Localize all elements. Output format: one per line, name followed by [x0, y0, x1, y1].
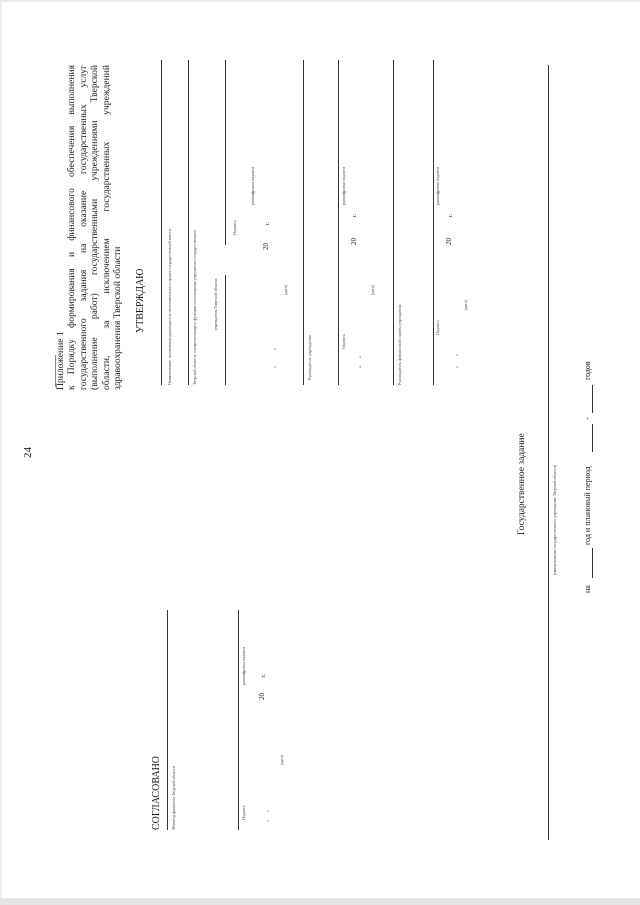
- agreed-year-prefix: 20: [258, 693, 266, 700]
- agreed-org-caption: Министр финансов Тверской области: [171, 766, 176, 830]
- approved-head-date-close: »: [357, 356, 362, 358]
- approved-date-label: (дата): [283, 285, 288, 295]
- approved-head-year-prefix: 20: [350, 238, 358, 245]
- agreed-date-close: »: [265, 810, 270, 812]
- approved-org-caption-3: учреждения Тверской области: [213, 278, 218, 330]
- agreed-date-label: (дата): [279, 755, 284, 765]
- approved-fin-signature-label: Подпись: [435, 320, 440, 335]
- task-period-year-line: [592, 548, 593, 578]
- agreed-signature-label: Подпись: [241, 805, 246, 820]
- agreed-decode-label: расшифровка подписи: [241, 646, 246, 685]
- approved-head-signature-label: Подпись: [341, 334, 346, 349]
- approved-signature-line: [225, 275, 226, 385]
- appendix-block: [55, 65, 123, 390]
- agreed-date-open: «: [265, 820, 270, 822]
- approved-date-open: «: [272, 366, 277, 368]
- agreed-year-suffix: г.: [261, 673, 267, 677]
- approved-head-line: [303, 60, 304, 385]
- task-org-caption: (наименование государственного учреждения Тверской области): [552, 464, 557, 575]
- appendix-line: области, за исключением государственных учреждений: [100, 65, 112, 390]
- approved-org-line-2: [188, 60, 189, 385]
- task-period-dash: -: [583, 417, 592, 420]
- approved-fin-line: [393, 60, 394, 385]
- approved-year-suffix: г.: [265, 221, 271, 225]
- approved-fin-date-close: »: [454, 354, 459, 356]
- approved-head-decode-label: расшифровка подписи: [341, 166, 346, 205]
- page-number: 24: [22, 447, 34, 458]
- task-title: Государственное задание: [517, 433, 527, 535]
- appendix-line: государственного задания на оказание государственных услуг: [77, 65, 89, 390]
- approved-head-date-open: «: [357, 366, 362, 368]
- approved-fin-caption: Руководитель финансовой службы учреждения: [397, 304, 402, 385]
- approved-fin-signature-line: [433, 60, 434, 385]
- appendix-line: (выполнение работ) государственными учреждениями Тверской: [89, 65, 101, 390]
- appendix-title: Приложение 1: [55, 331, 66, 390]
- task-period-suffix: годов: [583, 361, 592, 380]
- approved-signature-label: Подпись: [232, 220, 237, 235]
- appendix-line: к Порядку формирования и финансового обеспечения выполнения: [66, 65, 78, 390]
- approved-decode-line: [225, 60, 226, 245]
- approved-fin-year-suffix: г.: [448, 213, 454, 217]
- approved-fin-date-label: (дата): [463, 300, 468, 310]
- task-period-to-line: [592, 385, 593, 413]
- agreed-heading: СОГЛАСОВАНО: [151, 755, 162, 830]
- approved-heading: УТВЕРЖДАЮ: [135, 268, 146, 333]
- agreed-org-line: [167, 610, 168, 830]
- approved-org-line: [161, 60, 162, 385]
- appendix-line: здравоохранения Тверской области: [112, 246, 124, 390]
- approved-head-caption: Руководитель учреждения: [307, 335, 312, 380]
- task-period-prefix: на: [583, 585, 592, 593]
- approved-org-caption: Наименование, полномочия руководителя исполнительного органа государственной власти: [167, 229, 172, 385]
- approved-fin-date-open: «: [454, 366, 459, 368]
- approved-fin-decode-label: расшифровка подписи: [435, 166, 440, 205]
- approved-decode-label: расшифровка подписи: [250, 166, 255, 205]
- approved-head-signature-line: [338, 60, 339, 385]
- approved-date-close: »: [272, 348, 277, 350]
- task-period-mid: год и плановый период: [583, 466, 592, 545]
- task-period-from-line: [592, 424, 593, 452]
- approved-year-prefix: 20: [262, 243, 270, 250]
- agreed-signature-line: [238, 610, 239, 830]
- approved-head-year-suffix: г.: [352, 213, 358, 217]
- approved-fin-year-prefix: 20: [445, 238, 453, 245]
- task-org-line: [548, 65, 549, 840]
- approved-org-caption-2: Тверской области, осуществляющего функции и полномочия учредителя государственного: [192, 229, 197, 385]
- approved-head-date-label: (дата): [370, 285, 375, 295]
